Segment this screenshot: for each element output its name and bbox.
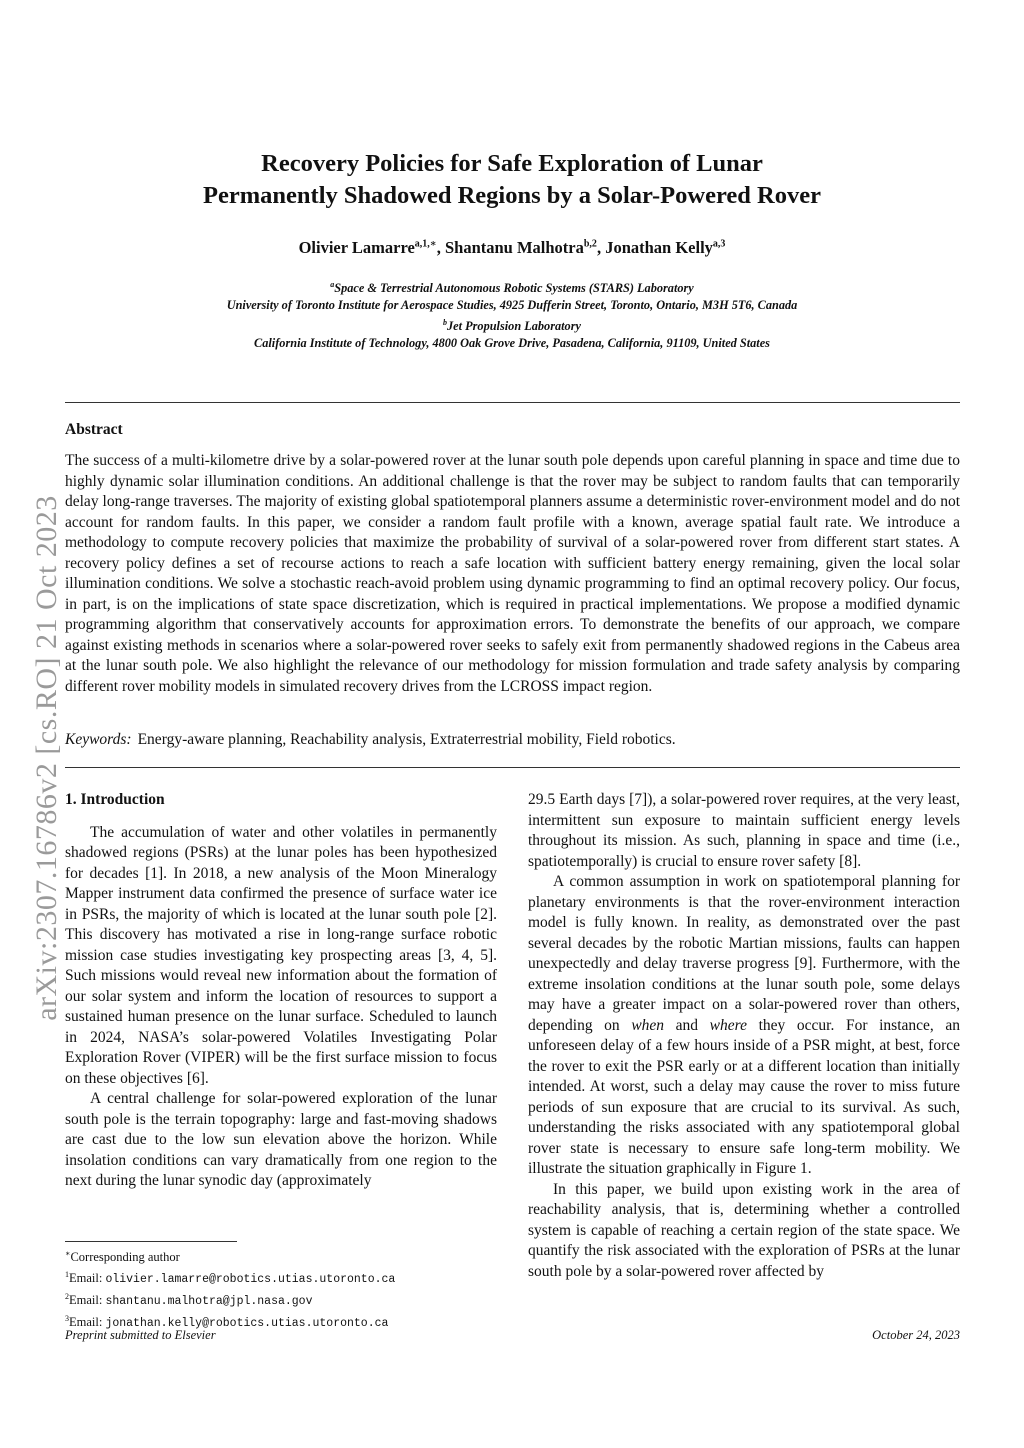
keywords-text: Energy-aware planning, Reachability analysis, Extraterrestrial mobility, Field robotics. [137, 731, 676, 748]
footnote-text: Corresponding author [70, 1250, 180, 1265]
footnote-2 [65, 1288, 497, 1310]
arxiv-id: arXiv:2307.16786v2 [cs.RO] 21 Oct 2023 [30, 495, 63, 1021]
paragraph: A central challenge for solar-powered exploration of the lunar south pole is the terrain topography: large and fast-moving shadows are cast due to the low sun elevation above the horizon. While insolation conditions can vary dramatically from one region to the next during the lunar synodic day (approximately [65, 1090, 497, 1189]
abstract-heading: Abstract [65, 421, 123, 438]
affiliation-mark: a [330, 280, 335, 289]
author-list [0, 238, 1024, 258]
left-column [65, 790, 497, 1192]
keywords-label: Keywords: [65, 731, 132, 748]
footnote-text: Email: [69, 1315, 106, 1330]
emphasis: when [631, 1016, 665, 1034]
right-column [528, 790, 960, 1282]
keywords [65, 731, 960, 749]
affiliation-a-line-2: University of Toronto Institute for Aerospace Studies, 4925 Dufferin Street, Toronto, Ontario, M3H 5T6, Canada [226, 298, 798, 313]
email-link[interactable]: shantanu.malhotra@jpl.nasa.gov [105, 1295, 313, 1309]
footnote-mark: 3 [65, 1314, 69, 1324]
paragraph-text: and [675, 1016, 699, 1034]
paragraph-text: A common assumption in work on spatiotemporal planning for planetary environments is that the rover-environment interaction model is fully known. In reality, as demonstrated over the past several decades by the robotic Martian missions, faults can happen unexpectedly and delay traverse progress [9]. Furthermore, with the extreme insolation conditions at the lunar south pole, some delays may have a greater impact on a solar-powered rover than others, depending on [528, 873, 960, 1034]
footnote-divider [65, 1241, 237, 1242]
footer-preprint-note: Preprint submitted to Elsevier [65, 1328, 216, 1342]
footnote-text: Email: [69, 1293, 106, 1308]
paragraph: The accumulation of water and other volatiles in permanently shadowed regions (PSRs) at the lunar poles has been hypothesized for decades [1]. In 2018, a new analysis of the Moon Mineralogy Mapper instrument data confirmed the presence of surface water ice in PSRs, the majority of which is located at the lunar south pole [2]. This discovery has motivated a rise in long-range surface robotic mission case studies investigating key prospecting areas [3, 4, 5]. Such missions would reveal new information about the formation of our solar system and inform the location of resources to support a sustained human presence on the lunar surface. Scheduled to launch in 2024, NASA’s solar-powered Volatiles Investigating Polar Exploration Rover (VIPER) will be the first surface mission to focus on these objectives [6]. [65, 823, 497, 1087]
affiliations [0, 276, 1024, 352]
paragraph [528, 872, 960, 1180]
affiliation-b-line-1 [0, 314, 1024, 335]
author-separator: , [436, 238, 445, 257]
footnote-corresponding [65, 1245, 497, 1266]
author-affil-mark: a,1,∗ [414, 238, 437, 250]
author-separator: , [596, 238, 606, 257]
footer-date: October 24, 2023 [872, 1328, 960, 1342]
paragraph: 29.5 Earth days [7]), a solar-powered rover requires, at the very least, intermittent sun exposure to maintain sufficient energy levels throughout its mission. As such, planning in space and time (i.e., spatiotemporally) is crucial to ensure rover safety [8]. [528, 791, 960, 870]
divider-bottom [65, 767, 960, 768]
email-link[interactable]: jonathan.kelly@robotics.utias.utoronto.ca [105, 1317, 389, 1331]
author-name: Olivier Lamarre [298, 238, 415, 257]
author-name: Shantanu Malhotra [444, 238, 584, 257]
email-link[interactable]: olivier.lamarre@robotics.utias.utoronto.ca [105, 1273, 396, 1287]
paper-title [0, 148, 1024, 212]
author-name: Jonathan Kelly [605, 238, 713, 257]
footnote-mark: 2 [65, 1292, 69, 1302]
affiliation-text: Space & Terrestrial Autonomous Robotic Systems (STARS) Laboratory [334, 281, 694, 296]
footnote-text: Email: [69, 1271, 106, 1286]
author-affil-mark: b,2 [583, 238, 597, 250]
paragraph: In this paper, we build upon existing work in the area of reachability analysis, that is, determining whether a controlled system is capable of reaching a certain region of the state space. We quantify the risk associated with the exploration of PSRs at the lunar south pole by a solar-powered rover affected by [528, 1180, 960, 1280]
footnote-mark: ∗ [65, 1249, 71, 1258]
title-line-1: Recovery Policies for Safe Exploration of Lunar [261, 150, 763, 177]
affiliation-text: Jet Propulsion Laboratory [447, 319, 581, 334]
paragraph-text: they occur. For instance, an unforeseen delay of a few hours inside of a PSR might, at best, force the rover to exit the PSR early or at a different location than initially intended. At worst, such a delay may cause the rover to miss future periods of sun exposure that are crucial to its survival. As such, understanding the risks associated with any spatiotemporal global rover state is necessary to ensure safe long-term mobility. We illustrate the situation graphically in Figure 1. [528, 1016, 961, 1177]
affiliation-mark: b [443, 318, 448, 328]
footnotes [65, 1245, 497, 1333]
author-affil-mark: a,3 [712, 238, 726, 250]
footnote-1 [65, 1266, 497, 1288]
footnote-mark: 1 [65, 1270, 69, 1280]
divider-top [65, 402, 960, 403]
affiliation-a-line-1 [0, 276, 1024, 297]
emphasis: where [709, 1016, 747, 1034]
section-heading: 1. Introduction [65, 791, 165, 808]
abstract-text: The success of a multi-kilometre drive by a solar-powered rover at the lunar south pole depends upon careful planning in space and time due to highly dynamic solar illumination conditions. An additional challenge is that the rover may be subject to random faults that can temporarily delay long-range traverses. The majority of existing global spatiotemporal planners assume a deterministic rover-environment model and do not account for random faults. In this paper, we consider a random fault profile with a known, average spatial fault rate. We introduce a methodology to compute recovery policies that maximize the probability of survival of a solar-powered rover from different start states. A recovery policy defines a set of recourse actions to reach a safe location with sufficient battery energy remaining, given the local solar illumination conditions. We solve a stochastic reach-avoid problem using dynamic programming to find an optimal recovery policy. Our focus, in part, is on the implications of state space discretization, which is required in practical implementations. We propose a modified dynamic programming algorithm that conservatively accounts for approximation errors. To demonstrate the benefits of our approach, we compare against existing methods in scenarios where a solar-powered rover seeks to safely exit from permanently shadowed regions in the Cabeus area at the lunar south pole. We also highlight the relevance of our methodology for mission formulation and trade safety analysis by comparing different rover mobility models in simulated recovery drives from the LCROSS impact region. [65, 452, 960, 695]
affiliation-b-line-2: California Institute of Technology, 4800 Oak Grove Drive, Pasadena, California, 91109, United States [254, 336, 770, 351]
title-line-2: Permanently Shadowed Regions by a Solar-Powered Rover [203, 182, 821, 209]
